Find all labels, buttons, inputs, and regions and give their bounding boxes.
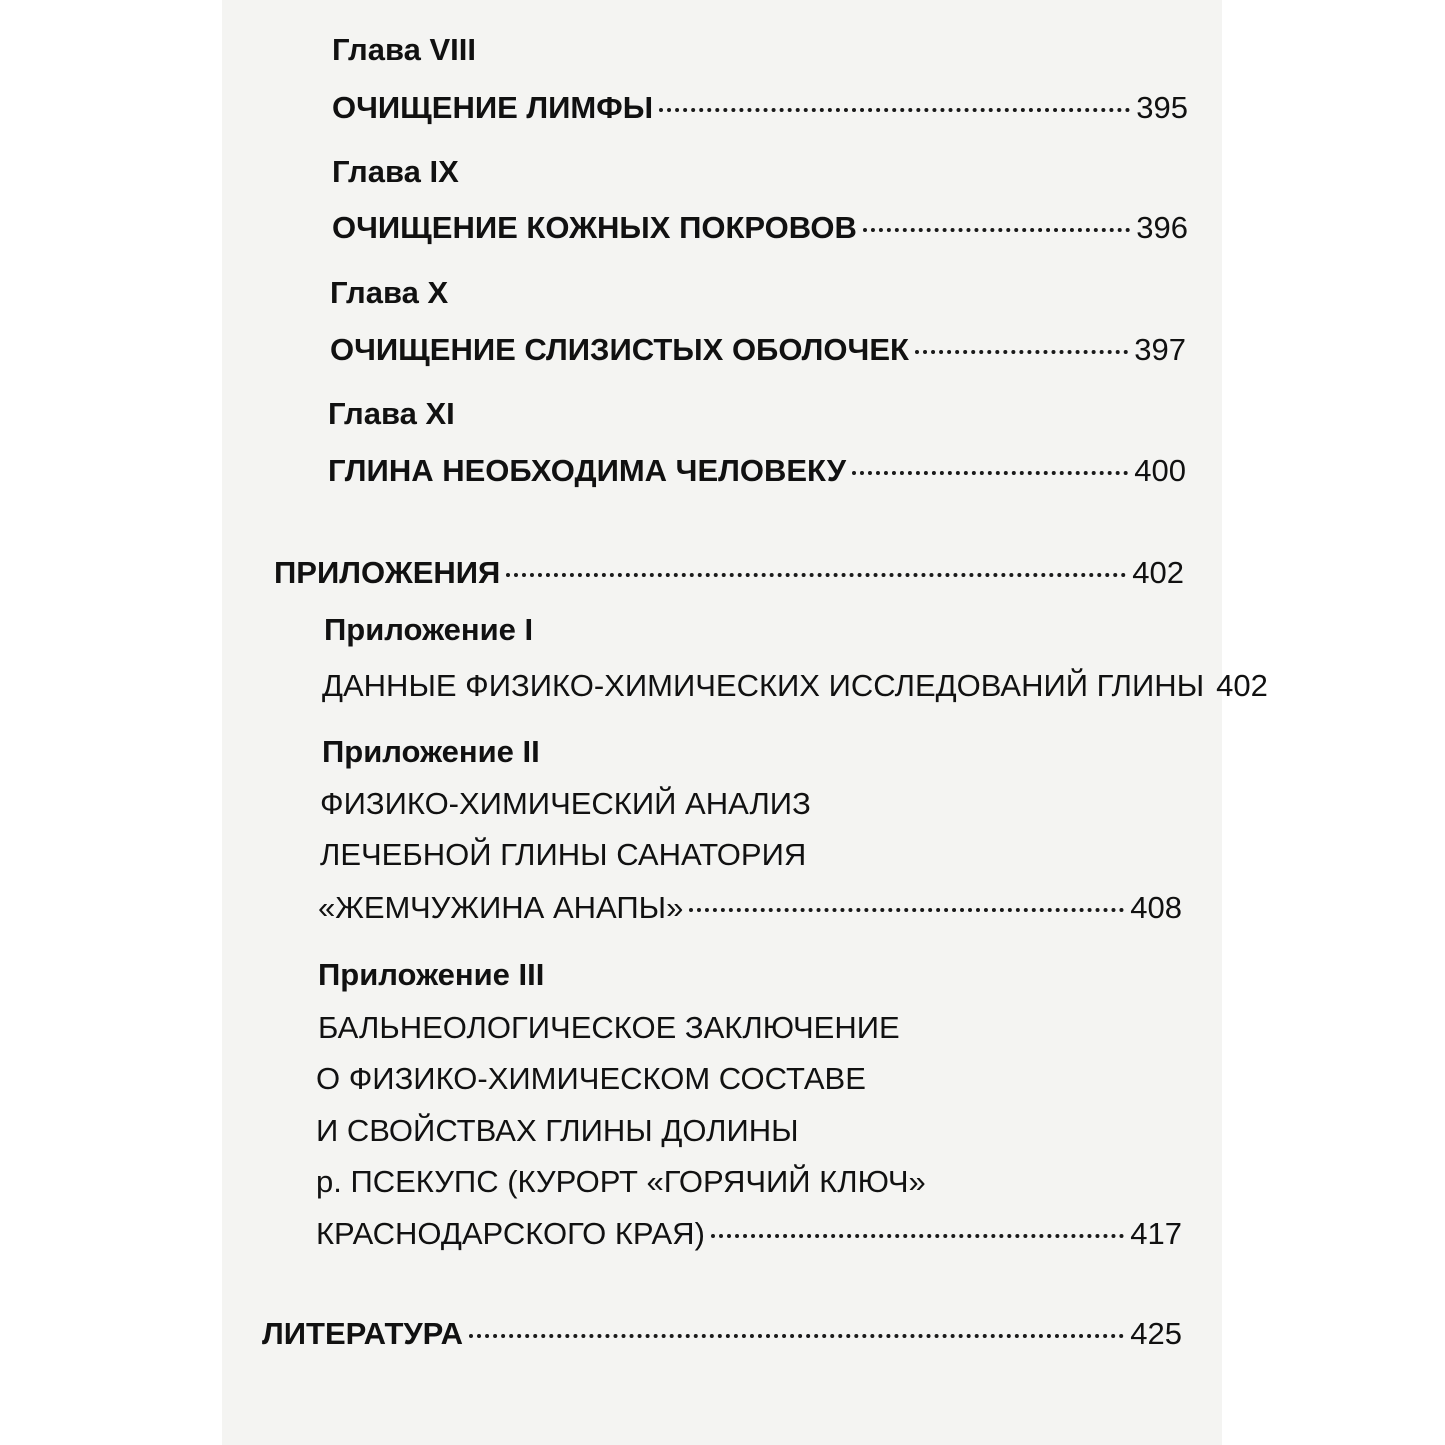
leader-dots	[915, 344, 1128, 354]
toc-entry-line: ФИЗИКО-ХИМИЧЕСКИЙ АНАЛИЗ	[320, 786, 811, 821]
toc-entry-line: р. ПСЕКУПС (КУРОРТ «ГОРЯЧИЙ КЛЮЧ»	[316, 1164, 926, 1199]
chapter-label: Глава IX	[332, 154, 459, 189]
appendices-title: ПРИЛОЖЕНИЯ	[274, 555, 501, 590]
toc-entry-line: БАЛЬНЕОЛОГИЧЕСКОЕ ЗАКЛЮЧЕНИЕ	[318, 1010, 900, 1045]
toc-entry[interactable]	[332, 88, 1188, 128]
toc-entry[interactable]	[318, 888, 1182, 928]
leader-dots	[863, 222, 1130, 232]
toc-entry-title: ОЧИЩЕНИЕ ЛИМФЫ	[332, 90, 654, 125]
toc-entry-line: И СВОЙСТВАХ ГЛИНЫ ДОЛИНЫ	[316, 1113, 799, 1148]
page-number: 417	[1130, 1216, 1182, 1251]
page-number: 402	[1216, 668, 1268, 703]
page-number: 395	[1136, 90, 1188, 125]
book-page	[222, 0, 1268, 1445]
leader-dots	[689, 902, 1124, 912]
appendices-entry[interactable]	[274, 553, 1184, 593]
toc-entry[interactable]	[330, 330, 1186, 370]
toc-entry[interactable]	[322, 666, 1268, 706]
chapter-label: Глава XI	[328, 396, 455, 431]
page-number: 397	[1134, 332, 1186, 367]
page-number: 402	[1132, 555, 1184, 590]
page-number: 396	[1136, 210, 1188, 245]
page-number: 400	[1134, 453, 1186, 488]
chapter-label: Глава VIII	[332, 32, 476, 67]
toc-entry-title: ДАННЫЕ ФИЗИКО-ХИМИЧЕСКИХ ИССЛЕДОВАНИЙ ГЛИНЫ	[322, 668, 1205, 703]
toc-entry-title: ОЧИЩЕНИЕ КОЖНЫХ ПОКРОВОВ	[332, 210, 857, 245]
toc-entry-title: КРАСНОДАРСКОГО КРАЯ)	[316, 1216, 705, 1251]
leader-dots	[711, 1228, 1124, 1238]
literature-entry[interactable]	[262, 1314, 1182, 1354]
page-number: 425	[1130, 1316, 1182, 1351]
appendix-label: Приложение I	[324, 612, 534, 647]
leader-dots	[469, 1328, 1124, 1338]
toc-entry-title: ГЛИНА НЕОБХОДИМА ЧЕЛОВЕКУ	[328, 453, 847, 488]
toc-entry-title: ОЧИЩЕНИЕ СЛИЗИСТЫХ ОБОЛОЧЕК	[330, 332, 909, 367]
chapter-label: Глава X	[330, 275, 449, 310]
leader-dots	[852, 465, 1128, 475]
literature-title: ЛИТЕРАТУРА	[262, 1316, 464, 1351]
page-number: 408	[1130, 890, 1182, 925]
toc-entry[interactable]	[328, 451, 1186, 491]
leader-dots	[506, 567, 1126, 577]
toc-entry[interactable]	[332, 208, 1188, 248]
toc-entry[interactable]	[316, 1214, 1182, 1254]
toc-entry-line: О ФИЗИКО-ХИМИЧЕСКОМ СОСТАВЕ	[316, 1061, 866, 1096]
toc-entry-title: «ЖЕМЧУЖИНА АНАПЫ»	[318, 890, 684, 925]
toc-entry-line: ЛЕЧЕБНОЙ ГЛИНЫ САНАТОРИЯ	[320, 837, 807, 872]
leader-dots	[659, 102, 1130, 112]
appendix-label: Приложение II	[322, 734, 540, 769]
appendix-label: Приложение III	[318, 957, 545, 992]
